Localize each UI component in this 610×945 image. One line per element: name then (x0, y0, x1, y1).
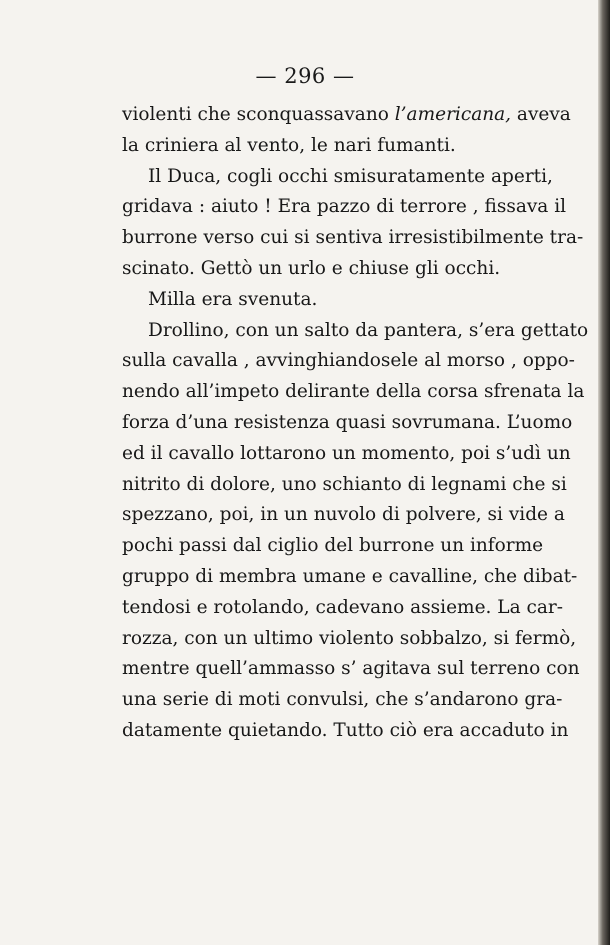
text-line: gridava : aiuto ! Era pazzo di terrore , fissava il (122, 196, 567, 218)
text-line: nitrito di dolore, uno schianto di legnami che si (122, 473, 567, 495)
body-text (122, 100, 589, 747)
page-number: — 296 — (255, 64, 355, 88)
text-line: datamente quietando. Tutto ciò era accaduto in (122, 719, 569, 741)
text-line: Il Duca, cogli occhi smisuratamente aperti, (148, 165, 553, 187)
text-line: ed il cavallo lottarono un momento, poi s’udì un (122, 442, 571, 464)
page-edge-shadow (598, 0, 610, 945)
text-line: rozza, con un ultimo violento sobbalzo, si fermò, (122, 627, 577, 649)
text-line: gruppo di membra umane e cavalline, che dibat- (122, 565, 578, 587)
text-line: sulla cavalla , avvinghiandosele al morso , oppo- (122, 350, 575, 372)
text-line: Milla era svenuta. (148, 288, 318, 310)
text-line: la criniera al vento, le nari fumanti. (122, 134, 456, 156)
text-line: violenti che sconquassavano l’americana, aveva (122, 104, 571, 125)
text-line: tendosi e rotolando, cadevano assieme. La car- (122, 596, 563, 618)
text-line: mentre quell’ammasso s’ agitava sul terreno con (122, 658, 580, 680)
text-line: scinato. Gettò un urlo e chiuse gli occhi. (122, 257, 501, 279)
text-line: pochi passi dal ciglio del burrone un informe (122, 535, 544, 557)
text-line: Drollino, con un salto da pantera, s’era gettato (148, 319, 589, 341)
text-line: burrone verso cui si sentiva irresistibilmente tra- (122, 227, 584, 249)
text-line: spezzano, poi, in un nuvolo di polvere, si vide a (122, 504, 565, 526)
text-line: forza d’una resistenza quasi sovrumana. L’uomo (122, 411, 573, 433)
text-line: una serie di moti convulsi, che s’andarono gra- (122, 689, 563, 711)
text-line: nendo all’impeto delirante della corsa sfrenata la (122, 381, 585, 403)
